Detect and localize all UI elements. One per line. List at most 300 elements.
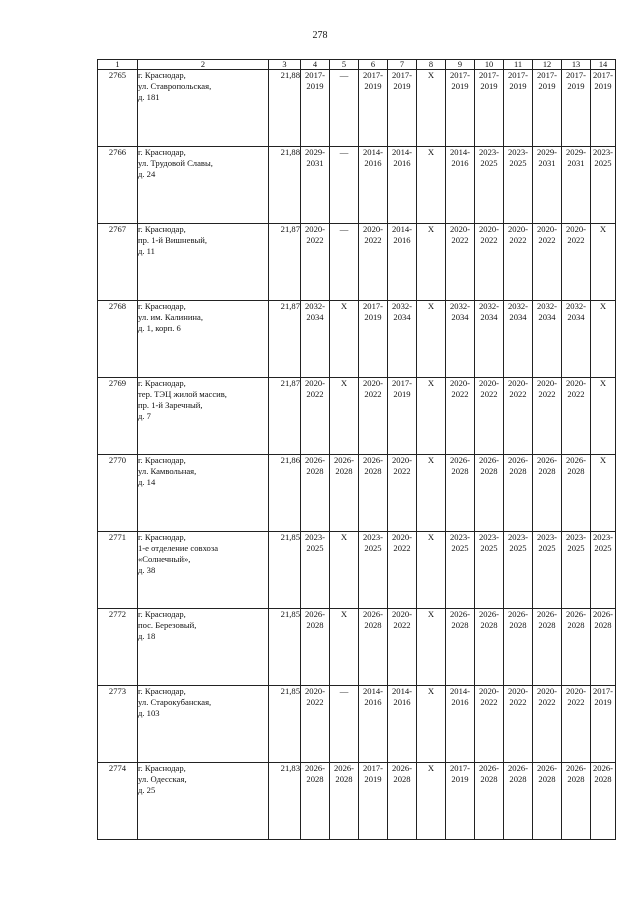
- period-cell: [417, 455, 446, 532]
- area-cell: 21,87: [269, 378, 301, 455]
- period-line: 2020-: [507, 224, 529, 234]
- period-line: 2028: [451, 620, 469, 630]
- period-line: 2028: [567, 620, 585, 630]
- period-line: 2020-: [507, 378, 529, 388]
- table-row: [98, 378, 616, 455]
- row-number-cell: 2766: [98, 147, 138, 224]
- table-row: [98, 147, 616, 224]
- address-cell: [138, 70, 269, 147]
- area-cell: 21,85: [269, 609, 301, 686]
- period-line: 2023-: [362, 532, 384, 542]
- period-cell: [301, 301, 330, 378]
- period-line: 2029-: [536, 147, 558, 157]
- period-line: 2020-: [304, 224, 326, 234]
- period-line: 2026-: [565, 455, 587, 465]
- period-line: 2022: [509, 235, 527, 245]
- period-line: 2017-: [478, 70, 500, 80]
- column-header: 10: [475, 60, 504, 70]
- address-line: ул. Одесская,: [138, 774, 187, 784]
- period-line: 2034: [567, 312, 585, 322]
- period-cell: [533, 301, 562, 378]
- column-header: 12: [533, 60, 562, 70]
- period-line: 2034: [451, 312, 469, 322]
- period-cell: [388, 532, 417, 609]
- table-row: [98, 609, 616, 686]
- period-line: 2028: [538, 774, 556, 784]
- period-line: 2019: [451, 774, 469, 784]
- period-cell: [301, 686, 330, 763]
- address-line: 1-е отделение совхоза: [138, 543, 219, 553]
- period-line: 2026-: [449, 609, 471, 619]
- period-line: 2032-: [304, 301, 326, 311]
- period-cell: [417, 763, 446, 840]
- period-line: 2029-: [565, 147, 587, 157]
- period-line: 2028: [451, 466, 469, 476]
- period-line: 2028: [594, 774, 612, 784]
- period-line: 2028: [306, 466, 324, 476]
- column-header: 11: [504, 60, 533, 70]
- period-line: 2022: [480, 697, 498, 707]
- period-cell: [388, 224, 417, 301]
- period-cell: [417, 532, 446, 609]
- period-cell: [301, 455, 330, 532]
- period-line: 2022: [306, 235, 324, 245]
- address-line: г. Краснодар,: [138, 763, 186, 773]
- address-line: г. Краснодар,: [138, 301, 186, 311]
- period-line: 2016: [393, 697, 411, 707]
- period-line: 2026-: [333, 763, 355, 773]
- period-line: 2023-: [592, 532, 614, 542]
- period-cell: [359, 301, 388, 378]
- period-cell: [591, 686, 616, 763]
- address-cell: [138, 763, 269, 840]
- period-cell: [562, 378, 591, 455]
- column-header: 5: [330, 60, 359, 70]
- period-line: 2028: [509, 466, 527, 476]
- period-line: 2034: [306, 312, 324, 322]
- period-cell: [330, 609, 359, 686]
- period-cell: [330, 70, 359, 147]
- period-line: 2028: [567, 774, 585, 784]
- period-line: 2028: [364, 620, 382, 630]
- address-line: «Солнечный»,: [138, 554, 191, 564]
- period-line: 2026-: [592, 763, 614, 773]
- period-line: 2020-: [507, 686, 529, 696]
- period-cell: [504, 532, 533, 609]
- period-cell: [301, 378, 330, 455]
- period-line: 2020-: [536, 378, 558, 388]
- period-cell: [417, 70, 446, 147]
- period-line: 2025: [509, 158, 527, 168]
- period-line: Х: [427, 455, 435, 465]
- area-cell: 21,85: [269, 686, 301, 763]
- period-cell: [330, 224, 359, 301]
- row-number-cell: 2772: [98, 609, 138, 686]
- period-line: 2026-: [507, 763, 529, 773]
- address-cell: [138, 455, 269, 532]
- period-line: 2026-: [592, 609, 614, 619]
- period-cell: [562, 455, 591, 532]
- period-line: 2028: [364, 466, 382, 476]
- column-header: 7: [388, 60, 417, 70]
- period-line: 2028: [335, 774, 353, 784]
- period-cell: [388, 455, 417, 532]
- period-line: Х: [427, 147, 435, 157]
- period-line: 2025: [480, 158, 498, 168]
- period-line: 2026-: [536, 609, 558, 619]
- period-cell: [446, 224, 475, 301]
- period-cell: [417, 224, 446, 301]
- period-line: 2022: [451, 389, 469, 399]
- period-line: 2026-: [304, 763, 326, 773]
- period-line: 2025: [538, 543, 556, 553]
- period-line: 2029-: [304, 147, 326, 157]
- period-line: 2026-: [478, 609, 500, 619]
- period-line: 2026-: [536, 763, 558, 773]
- period-line: 2017-: [592, 70, 614, 80]
- period-cell: [475, 686, 504, 763]
- area-cell: 21,88: [269, 147, 301, 224]
- period-line: 2016: [393, 235, 411, 245]
- period-cell: [475, 70, 504, 147]
- period-cell: [475, 147, 504, 224]
- period-line: 2020-: [565, 686, 587, 696]
- period-cell: [388, 763, 417, 840]
- period-cell: [359, 224, 388, 301]
- period-cell: [475, 301, 504, 378]
- address-line: д. 38: [138, 565, 156, 575]
- period-line: 2026-: [362, 455, 384, 465]
- period-line: Х: [427, 224, 435, 234]
- period-line: 2025: [364, 543, 382, 553]
- period-line: 2032-: [565, 301, 587, 311]
- address-line: д. 25: [138, 785, 156, 795]
- address-cell: [138, 686, 269, 763]
- period-line: Х: [599, 224, 607, 234]
- period-cell: [475, 224, 504, 301]
- period-line: 2016: [451, 158, 469, 168]
- period-line: 2014-: [391, 147, 413, 157]
- period-cell: [388, 147, 417, 224]
- header-row: [98, 60, 616, 70]
- column-header: 8: [417, 60, 446, 70]
- period-cell: [562, 147, 591, 224]
- period-line: 2031: [306, 158, 324, 168]
- period-line: 2020-: [478, 224, 500, 234]
- period-line: 2028: [306, 774, 324, 784]
- period-cell: [504, 763, 533, 840]
- period-line: Х: [427, 609, 435, 619]
- period-line: Х: [427, 686, 435, 696]
- period-cell: [562, 532, 591, 609]
- address-cell: [138, 224, 269, 301]
- address-line: д. 181: [138, 92, 160, 102]
- period-line: 2022: [451, 235, 469, 245]
- table-row: [98, 686, 616, 763]
- period-line: 2017-: [592, 686, 614, 696]
- period-cell: [330, 763, 359, 840]
- period-cell: [359, 147, 388, 224]
- period-cell: [591, 378, 616, 455]
- period-cell: [446, 455, 475, 532]
- period-cell: [388, 609, 417, 686]
- period-line: 2014-: [362, 686, 384, 696]
- period-cell: [417, 609, 446, 686]
- period-cell: [475, 378, 504, 455]
- table-body: [98, 70, 616, 840]
- address-line: ул. Старокубанская,: [138, 697, 212, 707]
- period-line: 2022: [538, 697, 556, 707]
- period-line: 2034: [538, 312, 556, 322]
- period-cell: [330, 147, 359, 224]
- period-line: 2020-: [391, 609, 413, 619]
- period-line: 2034: [509, 312, 527, 322]
- period-cell: [591, 70, 616, 147]
- period-line: 2022: [567, 697, 585, 707]
- period-cell: [475, 455, 504, 532]
- period-cell: [562, 224, 591, 301]
- period-line: 2016: [364, 697, 382, 707]
- registry-table: [97, 59, 616, 840]
- period-line: Х: [427, 378, 435, 388]
- period-cell: [359, 532, 388, 609]
- column-header: 3: [269, 60, 301, 70]
- period-cell: [359, 455, 388, 532]
- period-line: 2019: [480, 81, 498, 91]
- area-cell: 21,85: [269, 532, 301, 609]
- address-line: ул. Ставропольская,: [138, 81, 212, 91]
- area-cell: 21,83: [269, 763, 301, 840]
- period-line: 2016: [451, 697, 469, 707]
- period-line: 2017-: [391, 70, 413, 80]
- period-cell: [591, 147, 616, 224]
- address-cell: [138, 378, 269, 455]
- address-cell: [138, 147, 269, 224]
- period-cell: [359, 609, 388, 686]
- period-line: 2026-: [449, 455, 471, 465]
- period-line: Х: [427, 70, 435, 80]
- period-line: 2034: [480, 312, 498, 322]
- period-cell: [446, 686, 475, 763]
- address-line: г. Краснодар,: [138, 70, 186, 80]
- period-cell: [562, 609, 591, 686]
- period-line: 2032-: [449, 301, 471, 311]
- period-line: 2023-: [449, 532, 471, 542]
- period-line: 2028: [594, 620, 612, 630]
- period-cell: [301, 70, 330, 147]
- period-line: 2019: [364, 312, 382, 322]
- period-cell: [359, 70, 388, 147]
- column-header: 4: [301, 60, 330, 70]
- period-cell: [533, 686, 562, 763]
- period-line: 2022: [480, 235, 498, 245]
- period-cell: [359, 763, 388, 840]
- row-number-cell: 2765: [98, 70, 138, 147]
- period-line: 2022: [538, 389, 556, 399]
- period-line: 2022: [306, 697, 324, 707]
- period-line: 2026-: [304, 455, 326, 465]
- period-line: Х: [427, 301, 435, 311]
- period-line: 2020-: [478, 686, 500, 696]
- period-line: 2028: [306, 620, 324, 630]
- period-line: 2026-: [478, 763, 500, 773]
- address-line: ул. им. Калинина,: [138, 312, 203, 322]
- period-cell: [533, 609, 562, 686]
- period-line: 2026-: [536, 455, 558, 465]
- period-line: 2019: [364, 81, 382, 91]
- period-cell: [504, 609, 533, 686]
- period-cell: [562, 301, 591, 378]
- period-cell: [533, 147, 562, 224]
- address-cell: [138, 301, 269, 378]
- period-line: 2022: [509, 697, 527, 707]
- period-line: 2028: [393, 774, 411, 784]
- period-line: 2020-: [536, 224, 558, 234]
- area-cell: 21,87: [269, 224, 301, 301]
- period-cell: [504, 378, 533, 455]
- row-number-cell: 2774: [98, 763, 138, 840]
- period-line: 2019: [594, 697, 612, 707]
- row-number-cell: 2768: [98, 301, 138, 378]
- period-line: 2026-: [507, 455, 529, 465]
- period-line: 2031: [538, 158, 556, 168]
- area-cell: 21,88: [269, 70, 301, 147]
- period-cell: [446, 763, 475, 840]
- period-line: 2020-: [449, 224, 471, 234]
- row-number-cell: 2770: [98, 455, 138, 532]
- period-line: 2028: [509, 620, 527, 630]
- address-line: пр. 1-й Заречный,: [138, 400, 203, 410]
- period-line: 2019: [594, 81, 612, 91]
- period-line: 2026-: [391, 763, 413, 773]
- period-line: 2028: [480, 466, 498, 476]
- period-line: 2017-: [536, 70, 558, 80]
- period-line: 2022: [364, 389, 382, 399]
- table-row: [98, 224, 616, 301]
- period-line: 2016: [393, 158, 411, 168]
- period-line: —: [339, 70, 349, 80]
- period-line: 2032-: [507, 301, 529, 311]
- address-line: д. 1, корп. 6: [138, 323, 181, 333]
- period-line: 2020-: [362, 224, 384, 234]
- period-line: 2023-: [536, 532, 558, 542]
- period-cell: [417, 378, 446, 455]
- period-line: 2022: [538, 235, 556, 245]
- period-cell: [504, 224, 533, 301]
- period-cell: [591, 224, 616, 301]
- address-line: д. 24: [138, 169, 156, 179]
- period-line: 2028: [538, 620, 556, 630]
- period-line: Х: [599, 301, 607, 311]
- column-header: 14: [591, 60, 616, 70]
- period-line: 2017-: [565, 70, 587, 80]
- period-cell: [591, 532, 616, 609]
- period-line: 2022: [393, 466, 411, 476]
- address-line: г. Краснодар,: [138, 532, 186, 542]
- period-line: 2026-: [333, 455, 355, 465]
- period-line: 2025: [451, 543, 469, 553]
- period-line: 2020-: [449, 378, 471, 388]
- table-row: [98, 301, 616, 378]
- period-cell: [562, 70, 591, 147]
- period-line: 2019: [306, 81, 324, 91]
- address-line: д. 7: [138, 411, 151, 421]
- period-line: 2017-: [391, 378, 413, 388]
- period-line: —: [339, 686, 349, 696]
- period-line: 2034: [393, 312, 411, 322]
- period-cell: [359, 686, 388, 763]
- period-cell: [504, 686, 533, 763]
- period-cell: [388, 378, 417, 455]
- period-line: 2026-: [362, 609, 384, 619]
- period-line: 2023-: [507, 532, 529, 542]
- address-line: г. Краснодар,: [138, 378, 186, 388]
- period-line: 2017-: [507, 70, 529, 80]
- period-cell: [301, 147, 330, 224]
- period-line: 2025: [594, 158, 612, 168]
- period-line: 2028: [567, 466, 585, 476]
- column-header: 1: [98, 60, 138, 70]
- period-cell: [591, 301, 616, 378]
- table-row: [98, 532, 616, 609]
- period-line: Х: [427, 532, 435, 542]
- period-cell: [330, 301, 359, 378]
- period-line: 2025: [480, 543, 498, 553]
- period-line: 2023-: [478, 532, 500, 542]
- period-line: 2022: [393, 543, 411, 553]
- period-cell: [475, 609, 504, 686]
- period-line: 2017-: [362, 301, 384, 311]
- column-header: 2: [138, 60, 269, 70]
- period-cell: [301, 609, 330, 686]
- period-line: 2014-: [362, 147, 384, 157]
- column-header: 9: [446, 60, 475, 70]
- period-line: 2014-: [391, 224, 413, 234]
- period-line: 2028: [509, 774, 527, 784]
- period-cell: [504, 70, 533, 147]
- period-cell: [330, 686, 359, 763]
- period-cell: [533, 763, 562, 840]
- period-cell: [388, 70, 417, 147]
- period-cell: [591, 609, 616, 686]
- period-cell: [562, 686, 591, 763]
- address-line: д. 14: [138, 477, 156, 487]
- period-line: 2020-: [304, 378, 326, 388]
- period-line: 2022: [509, 389, 527, 399]
- period-cell: [533, 455, 562, 532]
- period-line: 2020-: [536, 686, 558, 696]
- period-line: 2028: [480, 774, 498, 784]
- period-cell: [533, 224, 562, 301]
- period-line: —: [339, 224, 349, 234]
- period-cell: [446, 301, 475, 378]
- period-line: 2020-: [362, 378, 384, 388]
- address-line: д. 11: [138, 246, 155, 256]
- period-line: 2017-: [362, 70, 384, 80]
- period-line: 2026-: [507, 609, 529, 619]
- period-line: 2025: [594, 543, 612, 553]
- period-line: 2025: [509, 543, 527, 553]
- period-line: 2022: [364, 235, 382, 245]
- row-number-cell: 2767: [98, 224, 138, 301]
- page-number: 278: [312, 30, 328, 41]
- period-line: 2026-: [478, 455, 500, 465]
- period-line: 2026-: [304, 609, 326, 619]
- table-row: [98, 70, 616, 147]
- period-line: 2028: [538, 466, 556, 476]
- period-cell: [591, 763, 616, 840]
- period-line: Х: [340, 609, 348, 619]
